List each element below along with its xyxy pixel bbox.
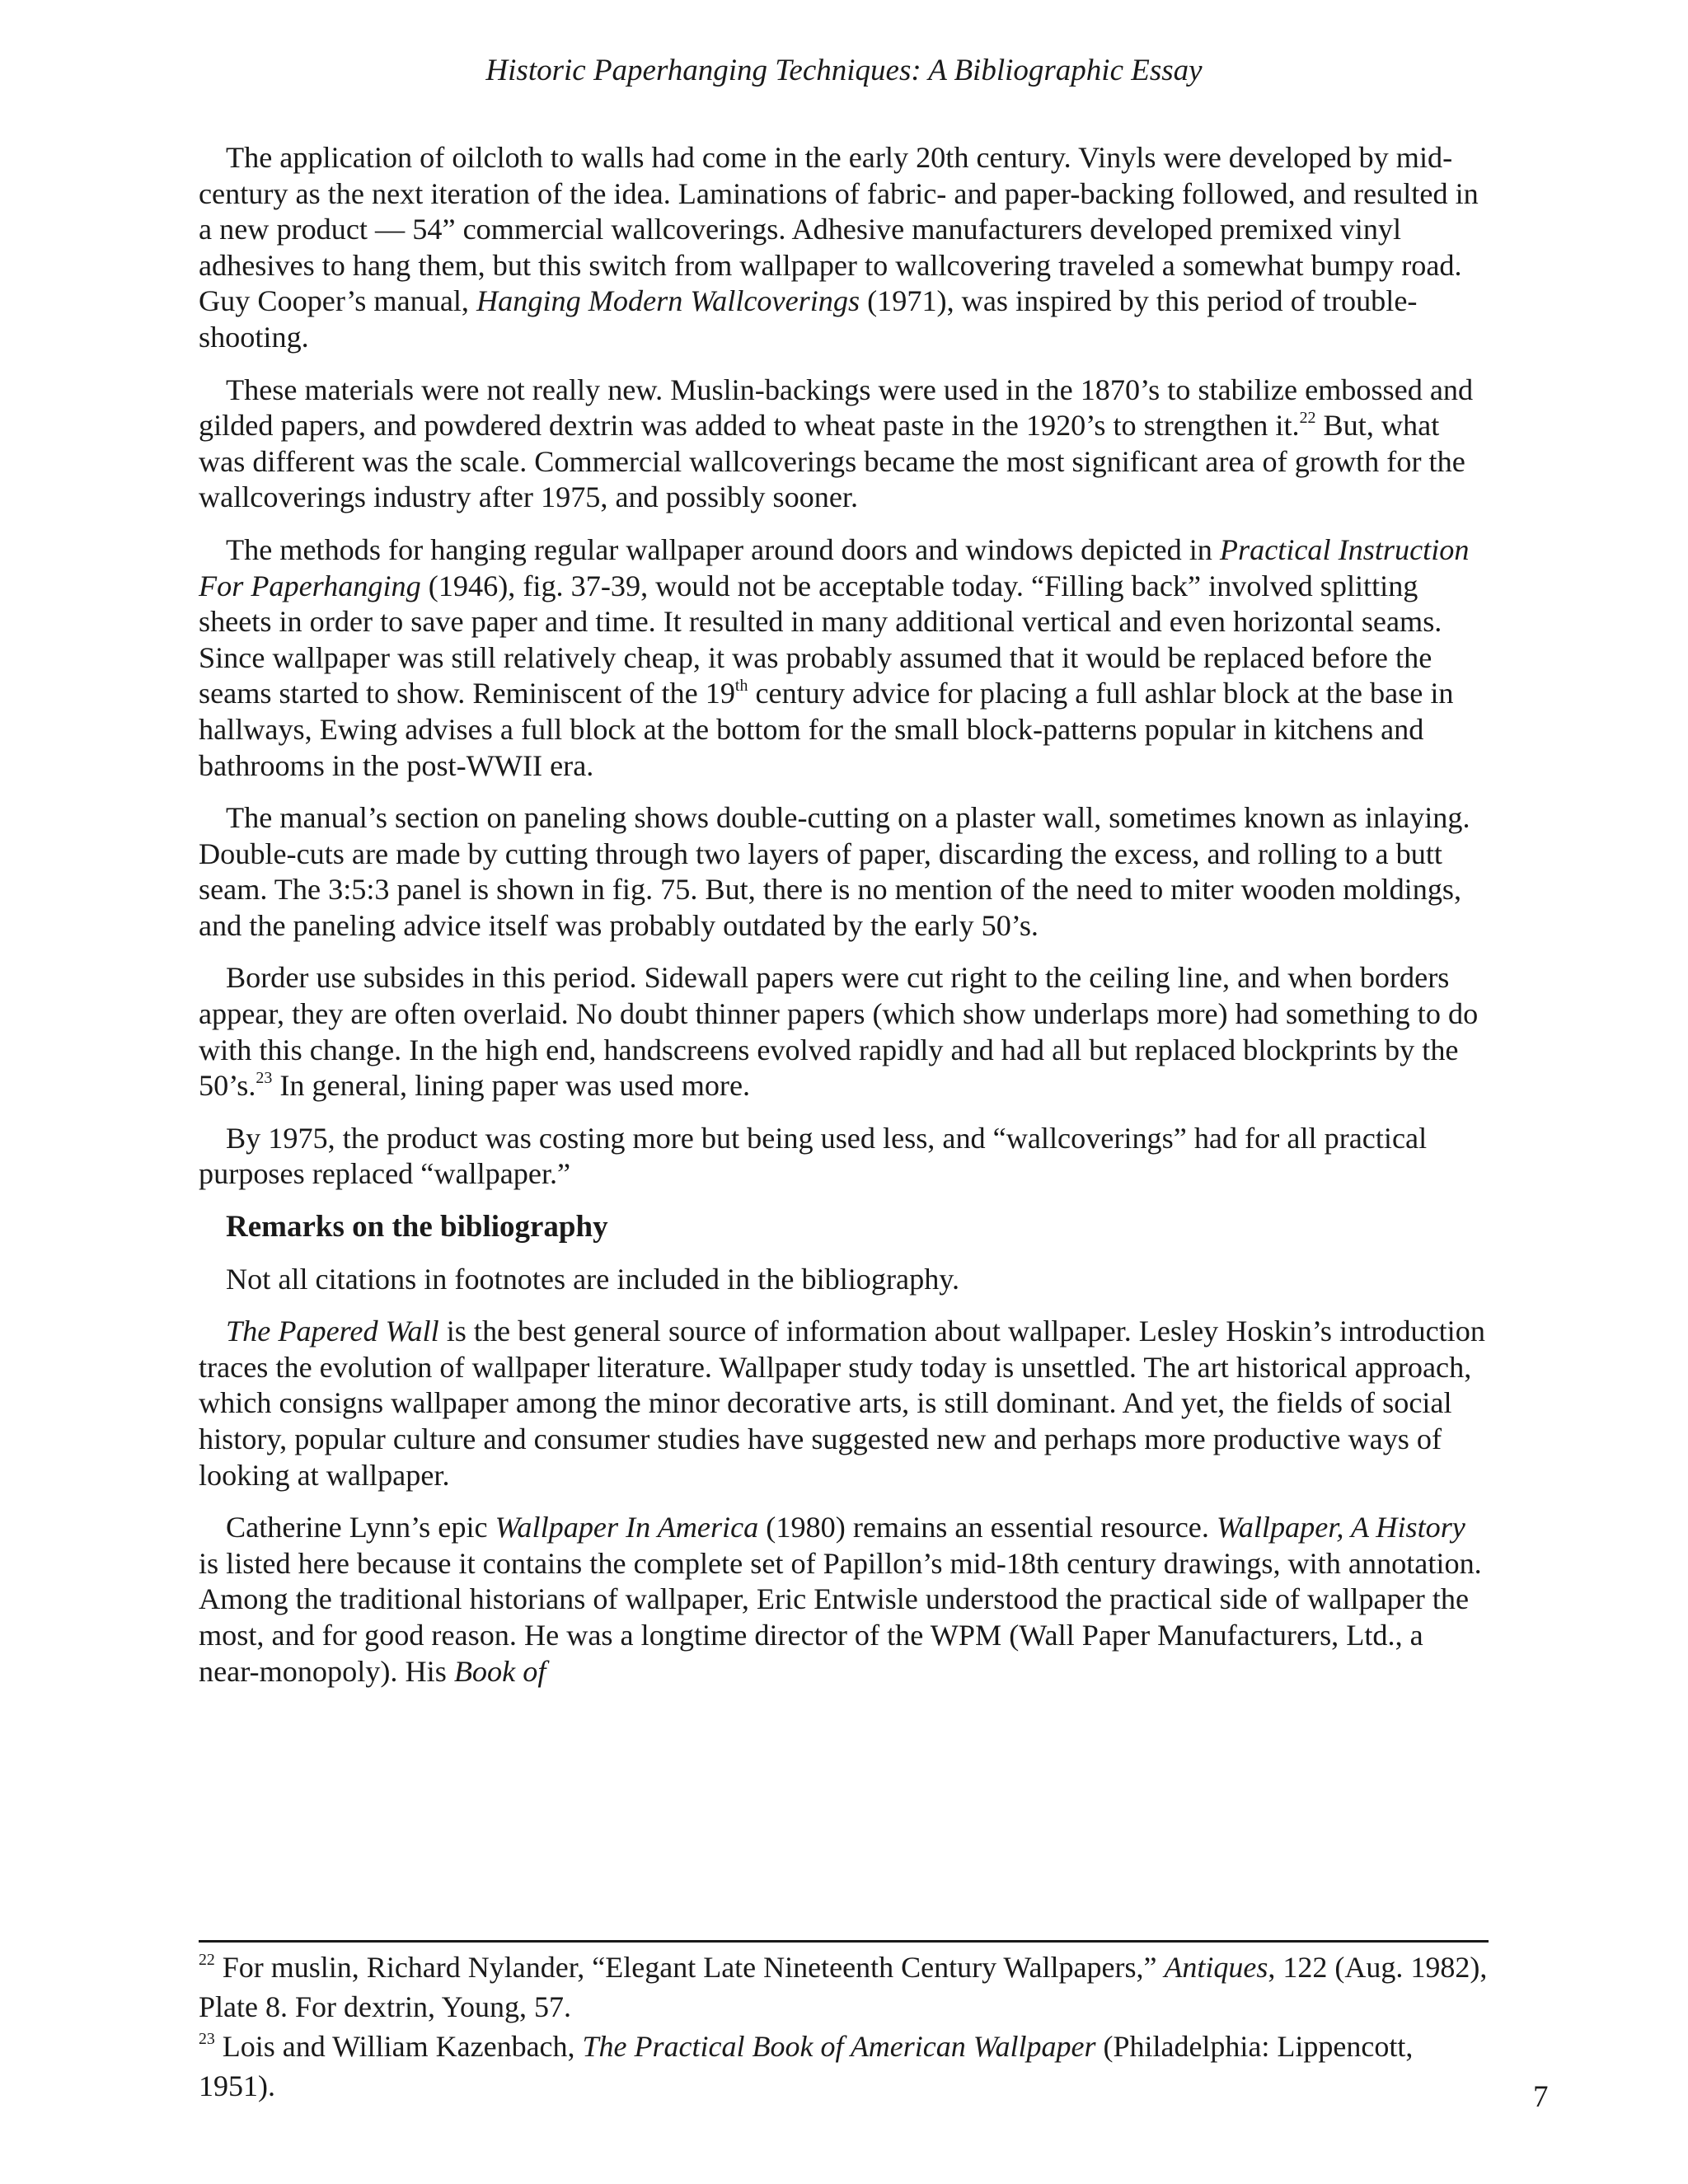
paragraph-papered-wall: The Papered Wall is the best general source of information about wallpaper. Lesley Hoskin’s introduction traces the evolution of wallpaper literature. Wallpaper study today is unsettled. The art historical approach, which consigns wallpaper among the minor decorative arts, is still dominant. And yet, the fields of social history, popular culture and consumer studies have suggested new and perhaps more productive ways of looking at wallpaper. — [199, 1315, 1485, 1492]
paragraph-materials: These materials were not really new. Muslin-backings were used in the 1870’s to stabilize embossed and gilded papers, and powdered dextrin was added to wheat paste in the 1920’s to strengthen it.$^{22}$ But, what was different was the scale. Commercial wallcoverings became the most significant area of growth for the wallcoverings industry after 1975, and possibly sooner. — [199, 373, 1474, 514]
paragraph-oilcloth: The application of oilcloth to walls had come in the early 20th century. Vinyls were developed by mid-century as the next iteration of the idea. Laminations of fabric- and paper-backing followed, and resulted in a new product — 54” commercial wallcoverings. Adhesive manufacturers developed premixed vinyl adhesives to hang them, but this switch from wallpaper to wallcovering traveled a somewhat bumpy road. Guy Cooper’s manual, Hanging Modern Wallcoverings (1971), was inspired by this period of trouble-shooting. — [199, 141, 1479, 354]
footnote-ref-22[interactable]: 22 — [1299, 409, 1316, 428]
essay-body — [199, 140, 1489, 1706]
section-heading: Remarks on the bibliography — [226, 1210, 608, 1244]
paragraph-lynn: Catherine Lynn’s epic Wallpaper In America (1980) remains an essential resource. Wallpaper, A History is listed here because it contains the complete set of Papillon’s mid-18th century drawings, with annotation. Among the traditional historians of wallpaper, Eric Entwisle understood the practical side of wallpaper the most, and for good reason. He was a longtime director of the WPM (Wall Paper Manufacturers, Ltd., a near-monopoly). His Book of — [199, 1511, 1482, 1688]
footnotes — [199, 1947, 1489, 2106]
running-header: Historic Paperhanging Techniques: A Bibliographic Essay — [485, 54, 1203, 87]
footnote-22: $^{22}$ For muslin, Richard Nylander, “Elegant Late Nineteenth Century Wallpapers,” Antiques, 122 (Aug. 1982), Plate 8. For dextrin, Young, 57. — [199, 1951, 1488, 2023]
paragraph-paneling: The manual’s section on paneling shows double-cutting on a plaster wall, sometimes known as inlaying. Double-cuts are made by cutting through two layers of paper, discarding the excess, and rolling to a butt seam. The 3:5:3 panel is shown in fig. 75. But, there is no mention of the need to miter wooden moldings, and the paneling advice itself was probably outdated by the early 50’s. — [199, 801, 1470, 942]
paragraph-citations-note: Not all citations in footnotes are included in the bibliography. — [226, 1262, 960, 1296]
paragraph-methods: The methods for hanging regular wallpaper around doors and windows depicted in Practical Instruction For Paperhanging (1946), fig. 37-39, would not be acceptable today. “Filling back” involved splitting sheets in order to save paper and time. It resulted in many additional vertical and even horizontal seams. Since wallpaper was still relatively cheap, it was probably assumed that it would be replaced before the seams started to show. Reminiscent of the 19th century advice for placing a full ashlar block at the base in hallways, Ewing advises a full block at the bottom for the small block-patterns popular in kitchens and bathrooms in the post-WWII era. — [199, 532, 1470, 782]
footnote-ref-23[interactable]: 23 — [256, 1069, 273, 1088]
footnote-23: $^{23}$ Lois and William Kazenbach, The Practical Book of American Wallpaper (Philadelphia: Lippencott, 1951). — [199, 2030, 1414, 2102]
paragraph-1975: By 1975, the product was costing more but being used less, and “wallcoverings” had for all practical purposes replaced “wallpaper.” — [199, 1121, 1428, 1191]
paragraph-border-use: Border use subsides in this period. Sidewall papers were cut right to the ceiling line, and when borders appear, they are often overlaid. No doubt thinner papers (which show underlaps more) had something to do with this change. In the high end, handscreens evolved rapidly and had all but replaced blockprints by the 50’s.$^{23}$ In general, lining paper was used more. — [199, 961, 1479, 1103]
page-number: 7 — [1533, 2080, 1549, 2114]
footnote-divider — [199, 1940, 1489, 1943]
